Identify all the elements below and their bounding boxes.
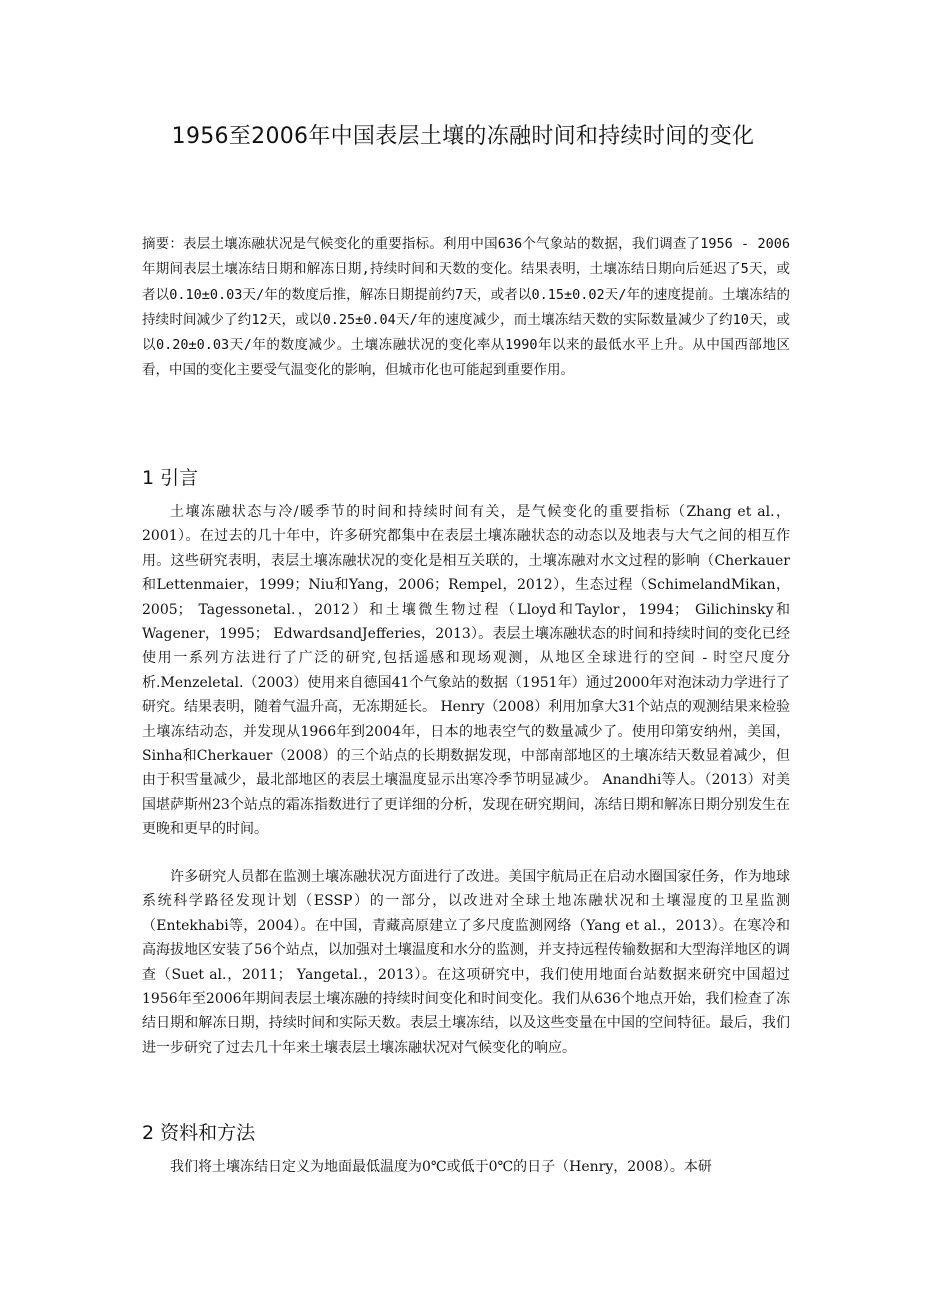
abstract-paragraph: 摘要：表层土壤冻融状况是气候变化的重要指标。利用中国636个气象站的数据，我们调查了1956 - 2006年期间表层土壤冻结日期和解冻日期,持续时间和天数的变化。结果表明，土壤冻结日期向后延迟了5天，或者以0.10±0.03天/年的数度后推，解冻日期提前约7天，或者以0.15±0.02天/年的速度提前。土壤冻结的持续时间减少了约12天，或以0.25±0.04天/年的速度减少，而土壤冻结天数的实际数量减少了约10天，或以0.20±0.03天/年的数度减少。土壤冻融状况的变化率从1990年以来的最低水平上升。从中国西部地区看，中国的变化主要受气温变化的影响，但城市化也可能起到重要作用。 [142,236,790,379]
methods-paragraph-1: 我们将土壤冻结日定义为地面最低温度为0℃或低于0℃的日子（Henry，2008）。本研 [170,1159,712,1175]
document-title: 1956至2006年中国表层土壤的冻融时间和持续时间的变化 [171,124,755,149]
section-heading-data-and-methods: 2 资料和方法 [142,1122,256,1144]
introduction-paragraph-2: 许多研究人员都在监测土壤冻融状况方面进行了改进。美国宇航局正在启动水圈国家任务，作为地球系统科学路径发现计划（ESSP）的一部分，以改进对全球土地冻融状况和土壤湿度的卫星监测（Entekhabi等，2004）。在中国，青藏高原建立了多尺度监测网络（Yang et al.，2013）。在寒冷和高海拔地区安装了56个站点，以加强对土壤温度和水分的监测，并支持远程传输数据和大型海洋地区的调查（Suet al.，2011； Yangetal.，2013）。在这项研究中，我们使用地面台站数据来研究中国超过1956年至2006年期间表层土壤冻融的持续时间变化和时间变化。我们从636个地点开始，我们检查了冻结日期和解冻日期，持续时间和实际天数。表层土壤冻结，以及这些变量在中国的空间特征。最后，我们进一步研究了过去几十年来土壤表层土壤冻融状况对气候变化的响应。 [142,869,790,1056]
introduction-paragraph-1: 土壤冻融状态与冷/暖季节的时间和持续时间有关，是气候变化的重要指标（Zhang et al.，2001）。在过去的几十年中，许多研究都集中在表层土壤冻融状态的动态以及地表与大气之间的相互作用。这些研究表明，表层土壤冻融状况的变化是相互关联的，土壤冻融对水文过程的影响（Cherkauer和Lettenmaier，1999；Niu和Yang，2006；Rempel，2012），生态过程（SchimelandMikan， 2005； Tagessonetal.，2012）和土壤微生物过程（Lloyd和Taylor，1994； Gilichinsky和Wagener，1995； EdwardsandJefferies，2013）。表层土壤冻融状态的时间和持续时间的变化已经使用一系列方法进行了广泛的研究,包括遥感和现场观测，从地区全球进行的空间 - 时空尺度分析.Menzeletal.（2003）使用来自德国41个气象站的数据（1951年）通过2000年对泡沫动力学进行了研究。结果表明，随着气温升高，无冻期延长。 Henry（2008）利用加拿大31个站点的观测结果来检验土壤冻结动态，并发现从1966年到2004年，日本的地表空气的数量减少了。使用印第安纳州，美国，Sinha和Cherkauer（2008）的三个站点的长期数据发现，中部南部地区的土壤冻结天数显着减少，但由于积雪量减少，最北部地区的表层土壤温度显示出寒冷季节明显减少。 Anandhi等人。（2013）对美国堪萨斯州23个站点的霜冻指数进行了更详细的分析，发现在研究期间，冻结日期和解冻日期分别发生在更晚和更早的时间。 [142,504,791,838]
section-heading-introduction: 1 引言 [142,467,199,489]
